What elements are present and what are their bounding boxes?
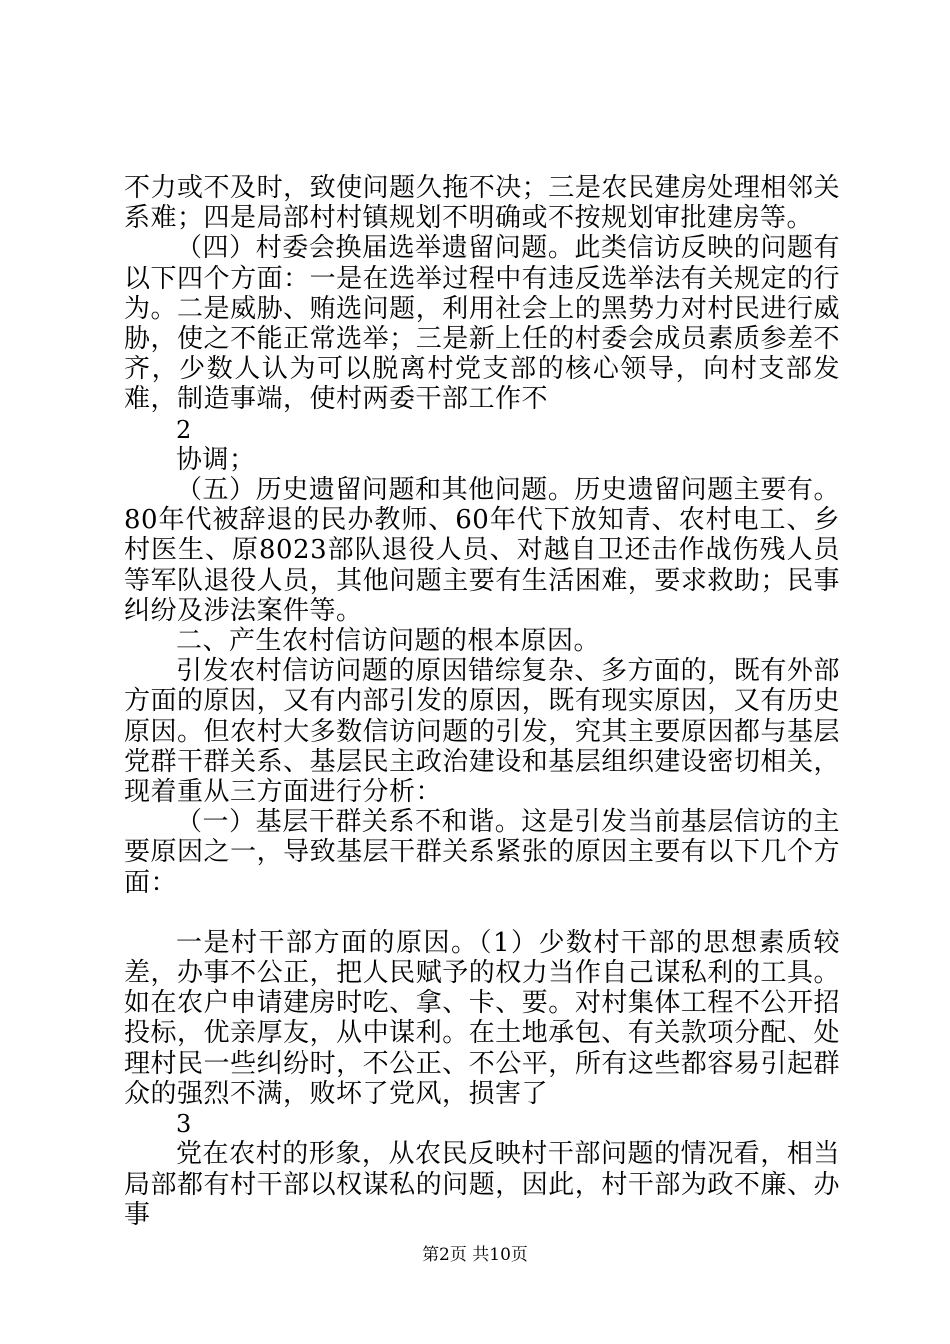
inline-page-marker: 3	[176, 1110, 192, 1139]
paragraph-coordination: 协调；	[176, 444, 256, 475]
paragraph-historical-issues: （五）历史遗留问题和其他问题。历史遗留问题主要有。80年代被辞退的民办教师、60年代下放知青、农村电工、乡村医生、原8023部队退役人员、对越自卫还击作战伤残人员等军队退役人员，其他问题主要有生活困难，要求救助；民事纠纷及涉法案件等。	[124, 475, 840, 626]
paragraph-cadre-relations: （一）基层干群关系不和谐。这是引发当前基层信访的主要原因之一，导致基层干群关系紧张的原因主要有以下几个方面：	[124, 807, 840, 898]
document-body	[124, 173, 840, 1230]
page-footer: 第2页 共10页	[422, 1245, 528, 1265]
paragraph-election-issues: （四）村委会换届选举遗留问题。此类信访反映的问题有以下四个方面：一是在选举过程中有违反选举法有关规定的行为。二是威胁、贿选问题，利用社会上的黑势力对村民进行威胁，使之不能正常选举；三是新上任的村委会成员素质参差不齐，少数人认为可以脱离村党支部的核心领导，向村支部发难，制造事端，使村两委干部工作不	[124, 233, 840, 415]
section-heading-root-causes: 二、产生农村信访问题的根本原因。	[176, 626, 601, 657]
paragraph-housing-continued: 不力或不及时，致使问题久拖不决；三是农民建房处理相邻关系难；四是局部村村镇规划不明确或不按规划审批建房等。	[124, 173, 840, 234]
paragraph-party-image: 党在农村的形象，从农民反映村干部问题的情况看，相当局部都有村干部以权谋私的问题，因此，村干部为政不廉、办事	[124, 1139, 840, 1230]
paragraph-village-cadres: 一是村干部方面的原因。（1）少数村干部的思想素质较差，办事不公正，把人民赋予的权力当作自己谋私利的工具。如在农户申请建房时吃、拿、卡、要。对村集体工程不公开招投标，优亲厚友，从中谋利。在土地承包、有关款项分配、处理村民一些纠纷时，不公正、不公平，所有这些都容易引起群众的强烈不满，败坏了党风，损害了	[124, 927, 840, 1109]
blank-line	[124, 898, 840, 928]
inline-page-marker: 2	[176, 415, 192, 444]
paragraph-causes-overview: 引发农村信访问题的原因错综复杂、多方面的，既有外部方面的原因，又有内部引发的原因，既有现实原因，又有历史原因。但农村大多数信访问题的引发，究其主要原因都与基层党群干群关系、基层民主政治建设和基层组织建设密切相关，现着重从三方面进行分析：	[124, 656, 840, 808]
